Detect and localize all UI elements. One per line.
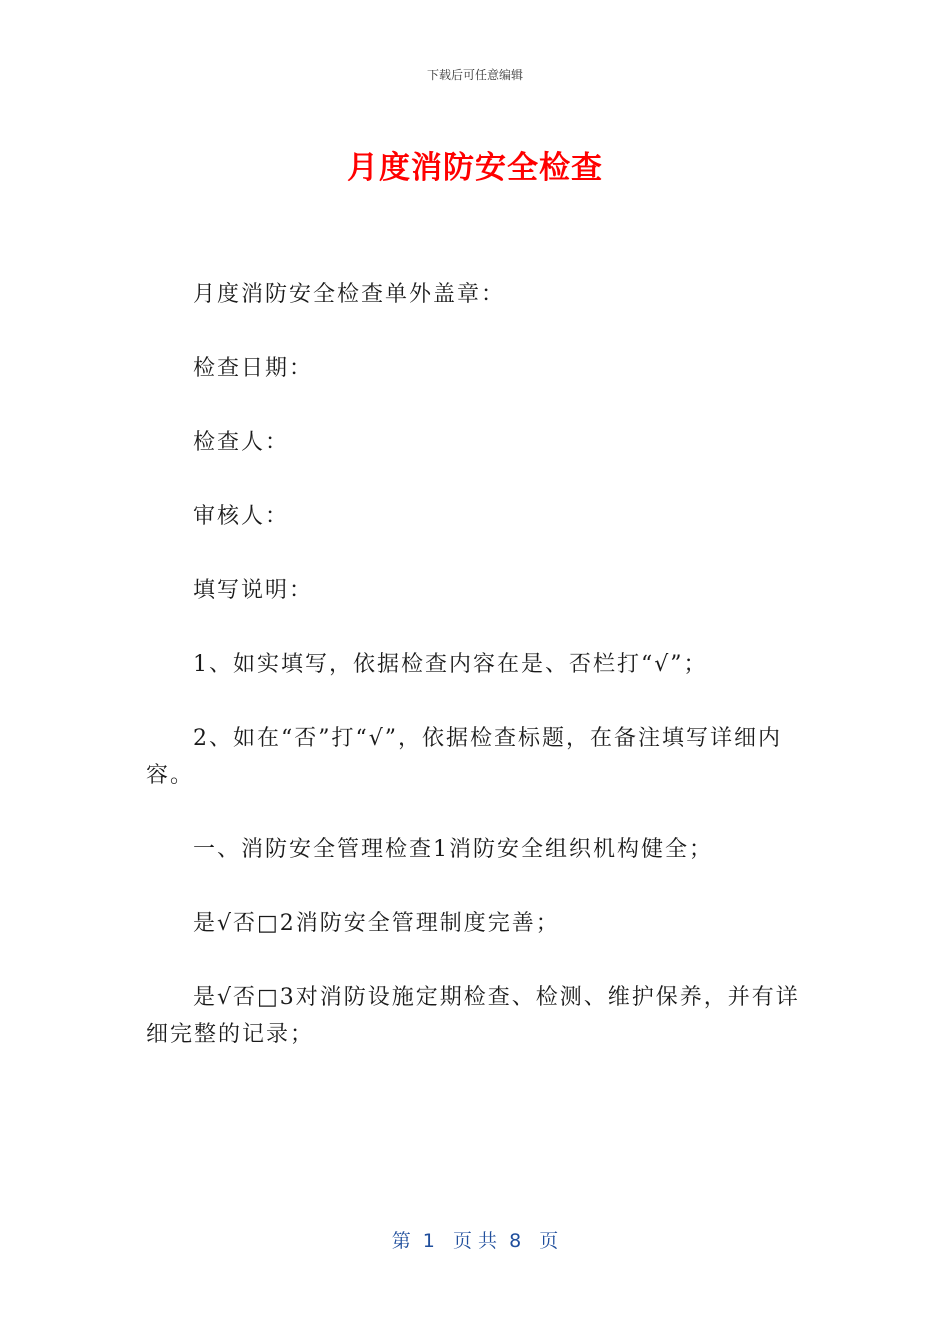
document-body [146, 276, 806, 1090]
paragraph-seal: 月度消防安全检查单外盖章： [193, 282, 506, 307]
header-note: 下载后可任意编辑 [426, 68, 523, 82]
paragraph-instructions: 填写说明： [193, 578, 314, 603]
paragraph-section-1: 一、消防安全管理检查1消防安全组织机构健全； [193, 837, 713, 862]
paragraph-check-date: 检查日期： [193, 356, 314, 381]
paragraph-instruction-1: 1、如实填写，依据检查内容在是、否栏打“√”； [193, 652, 708, 677]
paragraph-instruction-2: 2、如在“否”打“√”，依据检查标题，在备注填写详细内容。 [146, 726, 783, 788]
page-number-footer: 第 1 页 共 8 页 [391, 1230, 559, 1252]
paragraph-item-2: 是√否□2消防安全管理制度完善； [193, 911, 560, 936]
paragraph-item-3: 是√否□3对消防设施定期检查、检测、维护保养，并有详细完整的记录； [146, 985, 800, 1047]
paragraph-inspector: 检查人： [193, 430, 290, 455]
paragraph-reviewer: 审核人： [193, 504, 290, 529]
document-title: 月度消防安全检查 [347, 150, 603, 186]
